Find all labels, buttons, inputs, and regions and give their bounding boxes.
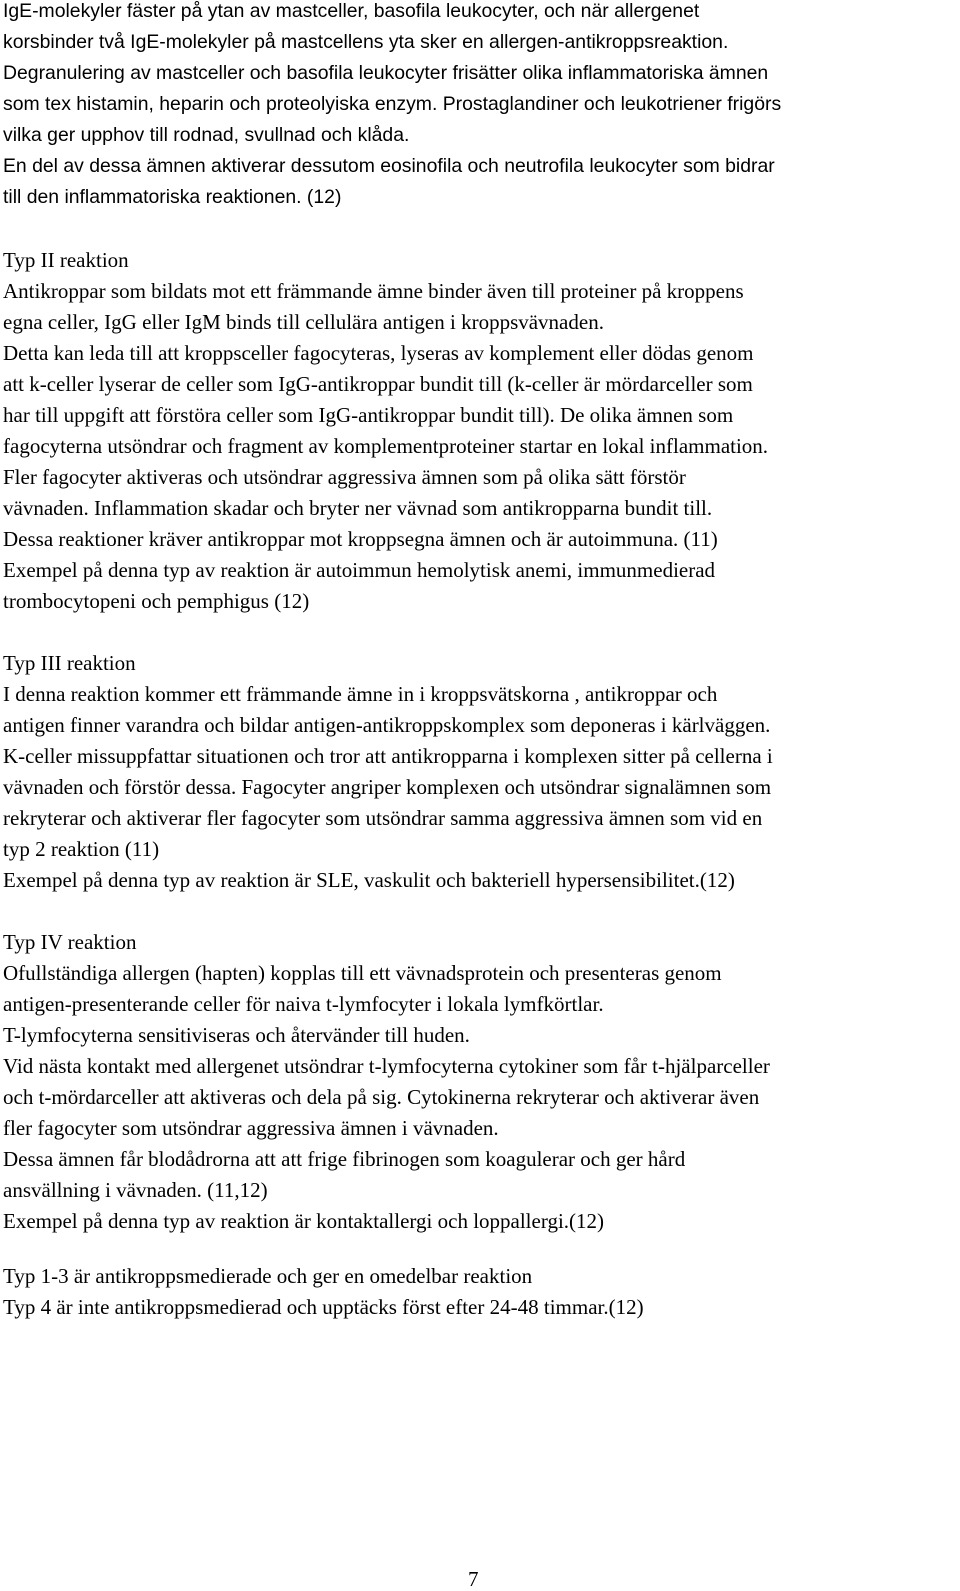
- text-line: Vid nästa kontakt med allergenet utsöndrar t-lymfocyterna cytokiner som får t-hjälparceller: [3, 1054, 770, 1078]
- text-line: Exempel på denna typ av reaktion är kontaktallergi och loppallergi.(12): [3, 1209, 605, 1233]
- text-line: T-lymfocyterna sensitiviseras och återvänder till huden.: [3, 1023, 470, 1047]
- text-line: rekryterar och aktiverar fler fagocyter som utsöndrar samma aggressiva ämnen som vid en: [3, 806, 763, 830]
- text-line: ansvällning i vävnaden. (11,12): [3, 1178, 268, 1202]
- text-line: Degranulering av mastceller och basofila leukocyter frisätter olika inflammatoriska ämnen: [3, 62, 769, 84]
- text-line: till den inflammatoriska reaktionen. (12): [3, 186, 342, 208]
- text-line: En del av dessa ämnen aktiverar dessutom eosinofila och neutrofila leukocyter som bidrar: [3, 155, 775, 177]
- text-line: fler fagocyter som utsöndrar aggressiva ämnen i vävnaden.: [3, 1116, 499, 1140]
- text-line: Fler fagocyter aktiveras och utsöndrar aggressiva ämnen som på olika sätt förstör: [3, 465, 686, 489]
- text-line: vävnaden. Inflammation skadar och bryter ner vävnad som antikropparna bundit till.: [3, 496, 713, 520]
- text-line: Ofullständiga allergen (hapten) kopplas till ett vävnadsprotein och presenteras genom: [3, 961, 722, 985]
- text-line: vilka ger upphov till rodnad, svullnad och klåda.: [3, 124, 410, 146]
- page-number: 7: [468, 1567, 479, 1591]
- text-line: antigen finner varandra och bildar antigen-antikroppskomplex som deponeras i kärlväggen.: [3, 713, 771, 737]
- text-line: Typ III reaktion: [3, 651, 136, 675]
- text-line: Exempel på denna typ av reaktion är SLE, vaskulit och bakteriell hypersensibilitet.(12): [3, 868, 735, 892]
- text-line: I denna reaktion kommer ett främmande ämne in i kroppsvätskorna , antikroppar och: [3, 682, 718, 706]
- text-line: Dessa reaktioner kräver antikroppar mot kroppsegna ämnen och är autoimmuna. (11): [3, 527, 718, 551]
- text-line: fagocyterna utsöndrar och fragment av komplementproteiner startar en lokal inflammation.: [3, 434, 769, 458]
- text-line: IgE-molekyler fäster på ytan av mastceller, basofila leukocyter, och när allergenet: [3, 0, 700, 22]
- text-line: att k-celler lyserar de celler som IgG-antikroppar bundit till (k-celler är mördarceller som: [3, 372, 753, 396]
- text-line: typ 2 reaktion (11): [3, 837, 160, 861]
- text-line: trombocytopeni och pemphigus (12): [3, 589, 310, 613]
- text-line: korsbinder två IgE-molekyler på mastcellens yta sker en allergen-antikroppsreaktion.: [3, 31, 729, 53]
- text-line: egna celler, IgG eller IgM binds till cellulära antigen i kroppsvävnaden.: [3, 310, 604, 334]
- text-line: Typ 1-3 är antikroppsmedierade och ger en omedelbar reaktion: [3, 1264, 533, 1288]
- text-line: vävnaden och förstör dessa. Fagocyter angriper komplexen och utsöndrar signalämnen som: [3, 775, 772, 799]
- text-line: Antikroppar som bildats mot ett främmande ämne binder även till proteiner på kroppens: [3, 279, 744, 303]
- text-line: och t-mördarceller att aktiveras och dela på sig. Cytokinerna rekryterar och aktiverar även: [3, 1085, 760, 1109]
- text-line: Detta kan leda till att kroppsceller fagocyteras, lyseras av komplement eller dödas genom: [3, 341, 754, 365]
- text-line: som tex histamin, heparin och proteolyiska enzym. Prostaglandiner och leukotriener frigörs: [3, 93, 782, 115]
- text-line: Typ 4 är inte antikroppsmedierad och upptäcks först efter 24-48 timmar.(12): [3, 1295, 644, 1319]
- text-line: Typ II reaktion: [3, 248, 129, 272]
- text-line: antigen-presenterande celler för naiva t-lymfocyter i lokala lymfkörtlar.: [3, 992, 604, 1016]
- text-line: har till uppgift att förstöra celler som IgG-antikroppar bundit till). De olika ämnen som: [3, 403, 734, 427]
- text-line: Typ IV reaktion: [3, 930, 137, 954]
- text-line: K-celler missuppfattar situationen och tror att antikropparna i komplexen sitter på cellerna i: [3, 744, 773, 768]
- text-line: Dessa ämnen får blodådrorna att att frige fibrinogen som koagulerar och ger hård: [3, 1147, 686, 1171]
- text-line: Exempel på denna typ av reaktion är autoimmun hemolytisk anemi, immunmedierad: [3, 558, 716, 582]
